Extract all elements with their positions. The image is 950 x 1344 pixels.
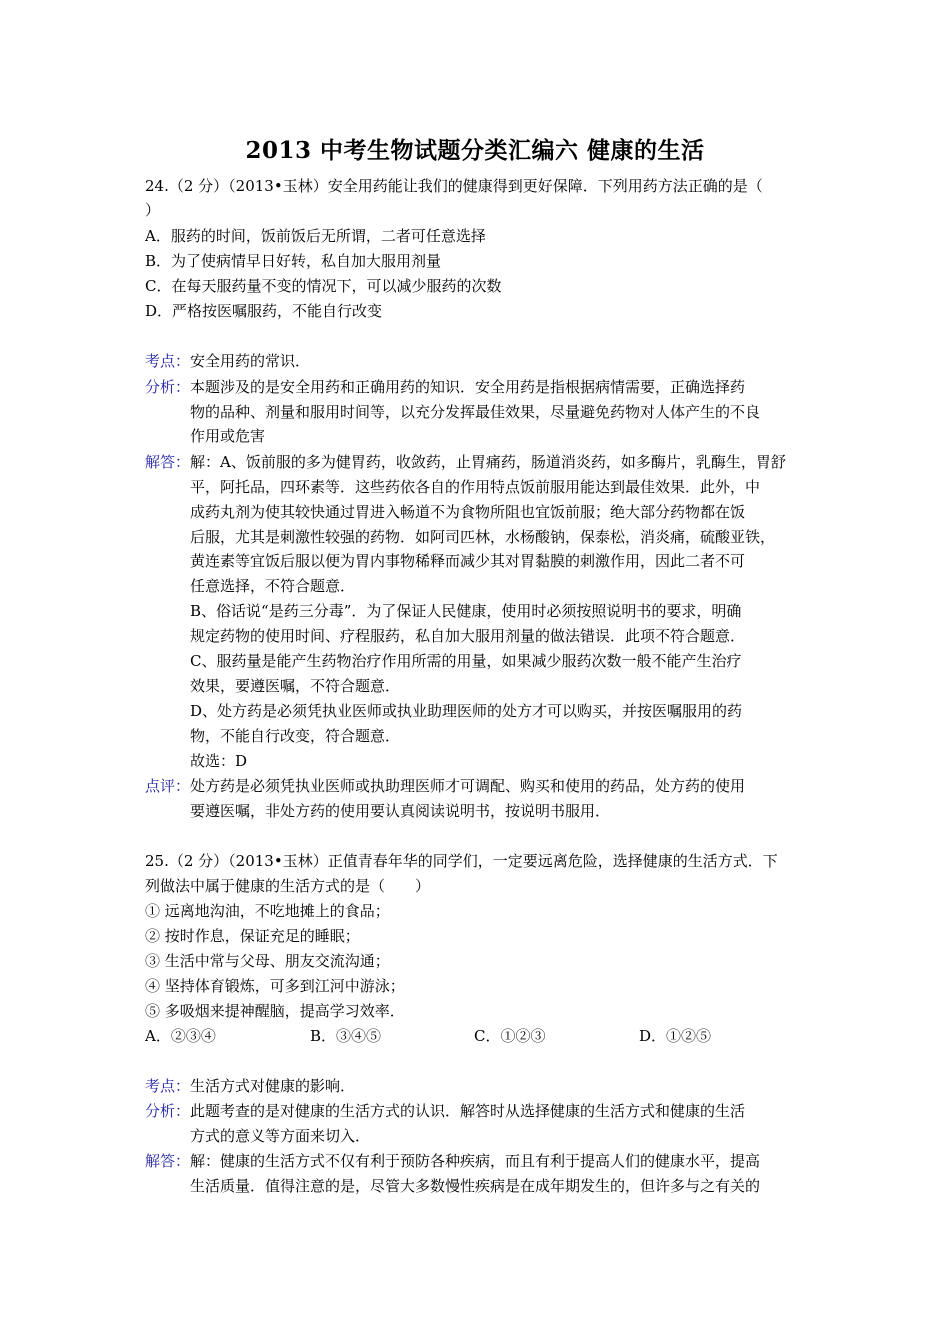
q24-option-c: C．在每天服药量不变的情况下，可以减少服药的次数 — [145, 277, 502, 295]
page-title: 2013 中考生物试题分类汇编六 健康的生活 — [245, 137, 705, 164]
q25-jieda-label: 解答： — [145, 1152, 191, 1170]
q24-fenxi-line: 本题涉及的是安全用药和正确用药的知识．安全用药是指根据病情需要，正确选择药 — [190, 378, 746, 396]
q24-jieda-line: 后服，尤其是刺激性较强的药物．如阿司匹林，水杨酸钠，保泰松，消炎痛，硫酸亚铁， — [190, 528, 776, 546]
q24-fenxi-label: 分析： — [145, 378, 191, 396]
q24-jieda-line: 成药丸剂为使其较快通过胃进入畅道不为食物所阻也宜饭前服；绝大部分药物都在饭 — [190, 503, 746, 521]
q25-item: ③ 生活中常与父母、朋友交流沟通； — [145, 952, 390, 970]
q24-dianping-line: 要遵医嘱，非处方药的使用要认真阅读说明书，按说明书服用． — [190, 802, 611, 820]
q24-dianping-label: 点评： — [145, 777, 191, 795]
q25-option-a: A．②③④ — [145, 1027, 216, 1045]
q24-stem-line-1: 24.（2 分）（2013•玉林）安全用药能让我们的健康得到更好保障．下列用药方法正确的是（ — [145, 177, 763, 195]
q24-jieda-line: 物，不能自行改变，符合题意． — [190, 727, 401, 745]
q25-option-b: B．③④⑤ — [310, 1027, 382, 1045]
q25-fenxi-label: 分析： — [145, 1102, 191, 1120]
q25-kaodian-text: 生活方式对健康的影响． — [190, 1077, 356, 1095]
q24-kaodian-label: 考点： — [145, 352, 191, 370]
q24-jieda-line: 效果，要遵医嘱，不符合题意． — [190, 677, 401, 695]
q24-jieda-line: D、处方药是必须凭执业医师或执业助理医师的处方才可以购买，并按医嘱服用的药 — [190, 702, 743, 720]
q24-fenxi-line: 物的品种、剂量和服用时间等，以充分发挥最佳效果，尽量避免药物对人体产生的不良 — [190, 403, 761, 421]
q25-item: ⑤ 多吸烟来提神醒脑，提高学习效率． — [145, 1002, 405, 1020]
q24-jieda-line: 黄连素等宜饭后服以便为胃内事物稀释而减少其对胃黏膜的刺激作用，因此二者不可 — [190, 552, 746, 570]
q25-option-c: C．①②③ — [474, 1027, 546, 1045]
q24-jieda-label: 解答： — [145, 453, 191, 471]
q24-dianping-line: 处方药是必须凭执业医师或执助理医师才可调配、购买和使用的药品，处方药的使用 — [190, 777, 746, 795]
q24-option-b: B．为了使病情早日好转，私自加大服用剂量 — [145, 252, 442, 270]
q24-jieda-line: 任意选择，不符合题意． — [190, 577, 356, 595]
q24-fenxi-line: 作用或危害 — [190, 427, 266, 445]
q25-item: ① 远离地沟油，不吃地摊上的食品； — [145, 902, 390, 920]
q24-jieda-line: 平，阿托品，四环素等．这些药依各自的作用特点饭前服用能达到最佳效果．此外，中 — [190, 478, 761, 496]
q24-kaodian-text: 安全用药的常识． — [190, 352, 311, 370]
q24-option-d: D．严格按医嘱服药，不能自行改变 — [145, 302, 383, 320]
q25-jieda-line: 解：健康的生活方式不仅有利于预防各种疾病，而且有利于提高人们的健康水平，提高 — [190, 1152, 761, 1170]
q25-jieda-line: 生活质量．值得注意的是，尽管大多数慢性疾病是在成年期发生的，但许多与之有关的 — [190, 1177, 761, 1195]
q25-stem-line-2: 列做法中属于健康的生活方式的是（ ） — [145, 877, 431, 895]
q24-stem-line-2: ） — [145, 201, 161, 219]
q24-jieda-line: 规定药物的使用时间、疗程服药，私自加大服用剂量的做法错误．此项不符合题意． — [190, 627, 746, 645]
q25-fenxi-line: 方式的意义等方面来切入． — [190, 1127, 371, 1145]
q25-item: ② 按时作息，保证充足的睡眠； — [145, 927, 360, 945]
q24-jieda-line: C、服药量是能产生药物治疗作用所需的用量，如果减少服药次数一般不能产生治疗 — [190, 652, 742, 670]
q25-stem-line-1: 25.（2 分）（2013•玉林）正值青春年华的同学们，一定要远离危险，选择健康的生活方式．下 — [145, 852, 778, 870]
q25-fenxi-line: 此题考查的是对健康的生活方式的认识．解答时从选择健康的生活方式和健康的生活 — [190, 1102, 746, 1120]
q24-jieda-line: B、俗话说“是药三分毒”．为了保证人民健康，使用时必须按照说明书的要求，明确 — [190, 602, 742, 620]
q25-item: ④ 坚持体育锻炼，可多到江河中游泳； — [145, 977, 405, 995]
q24-jieda-line: 解：A、饭前服的多为健胃药，收敛药，止胃痛药，肠道消炎药，如多酶片，乳酶生，胃舒 — [190, 453, 786, 471]
q25-kaodian-label: 考点： — [145, 1077, 191, 1095]
q24-option-a: A．服药的时间，饭前饭后无所谓，二者可任意选择 — [145, 227, 486, 245]
q24-jieda-line: 故选：D — [190, 752, 248, 770]
q25-option-d: D．①②⑤ — [639, 1027, 712, 1045]
